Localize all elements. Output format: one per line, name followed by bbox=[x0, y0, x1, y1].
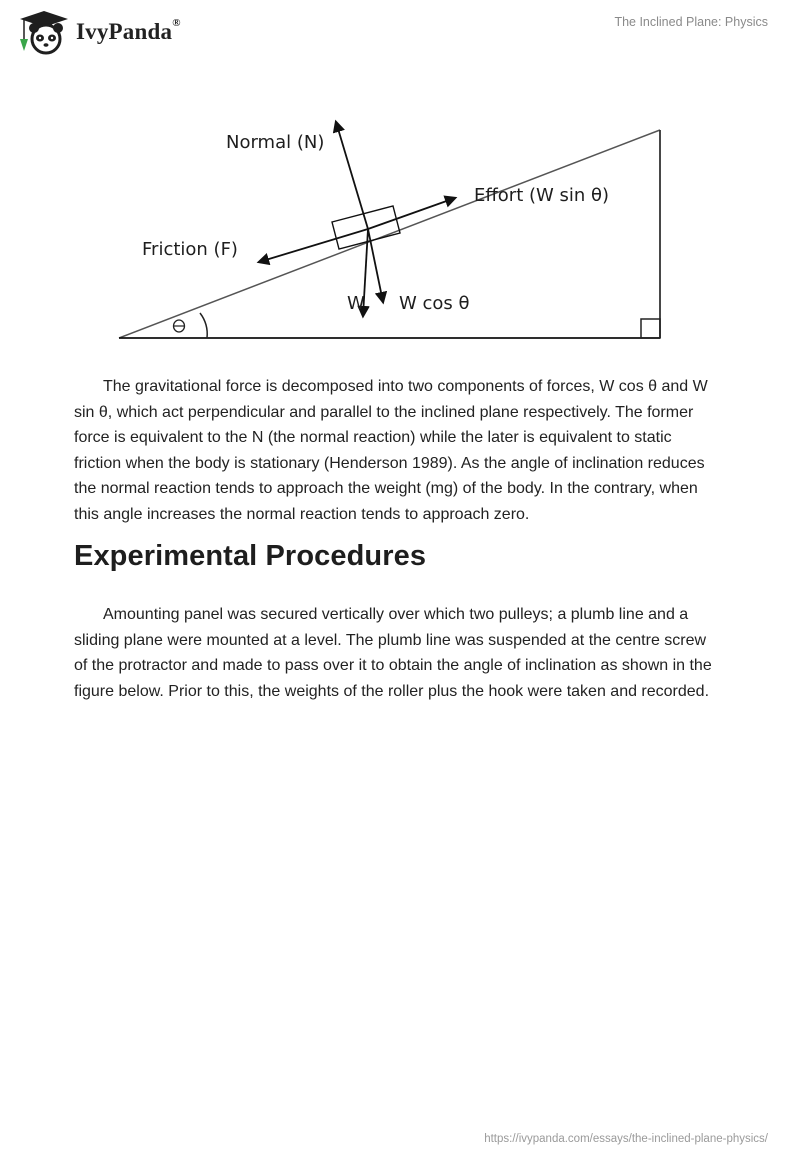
paragraph-procedures: Amounting panel was secured vertically over which two pulleys; a plumb line and a sliding plane were mounted at a level. The plumb line was suspended at the centre screw of the protractor and made to pass over it to obtain the angle of inclination as shown in the figure below. Prior to this, the weights of the roller plus the hook were taken and recorded. bbox=[74, 606, 712, 700]
normal-arrow bbox=[336, 122, 368, 229]
label-w-cos: W cos θ bbox=[399, 293, 470, 314]
brand-logo[interactable] bbox=[14, 9, 181, 55]
brand-name: IvyPanda® bbox=[76, 17, 181, 44]
page-header bbox=[0, 0, 800, 60]
block bbox=[332, 206, 400, 249]
label-effort: Effort (W sin θ) bbox=[474, 185, 610, 206]
footer-source-url[interactable]: https://ivypanda.com/essays/the-inclined-plane-physics/ bbox=[484, 1133, 768, 1145]
label-normal: Normal (N) bbox=[226, 132, 325, 153]
section-heading-experimental-procedures: Experimental Procedures bbox=[74, 540, 427, 572]
right-angle-marker bbox=[641, 319, 660, 338]
inclined-plane-diagram bbox=[110, 110, 680, 350]
angle-arc bbox=[200, 313, 207, 338]
label-friction: Friction (F) bbox=[142, 239, 238, 260]
label-w: W bbox=[347, 293, 365, 314]
panda-logo-icon bbox=[14, 9, 74, 55]
document-title: The Inclined Plane: Physics bbox=[614, 15, 768, 29]
paragraph-gravitational-force: The gravitational force is decomposed into two components of forces, W cos θ and W sin θ, which act perpendicular and parallel to the inclined plane respectively. The former force is equivalent to the N (the normal reaction) while the later is equivalent to static friction when the body is stationary (Henderson 1989). As the angle of inclination reduces the normal reaction tends to approach the weight (mg) of the body. In the contrary, when this angle increases the normal reaction tends to approach zero. bbox=[74, 378, 708, 523]
incline-surface bbox=[119, 130, 660, 338]
theta-symbol bbox=[174, 320, 185, 332]
